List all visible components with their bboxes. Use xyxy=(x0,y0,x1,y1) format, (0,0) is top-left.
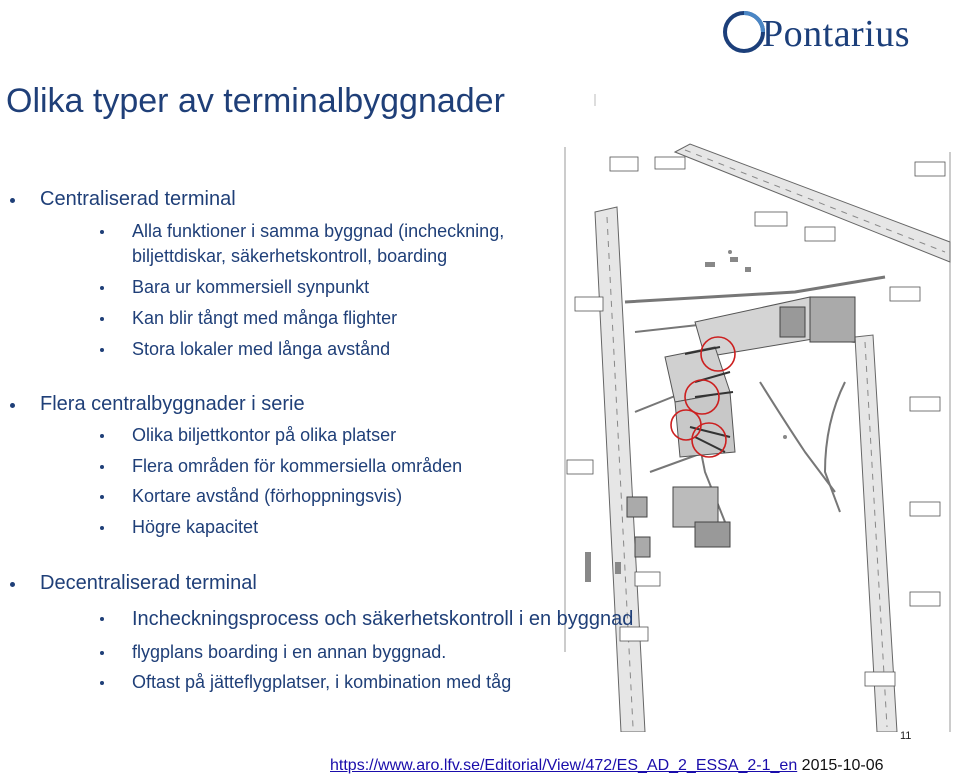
bullet-icon xyxy=(10,198,15,203)
bullet-icon xyxy=(100,434,104,438)
bullet-icon xyxy=(10,582,15,587)
airport-map xyxy=(555,92,960,732)
source-citation xyxy=(330,757,884,775)
bullet-icon xyxy=(10,403,15,408)
bullet-icon xyxy=(100,617,104,621)
pontarius-logo xyxy=(722,6,954,58)
source-date: 2015-10-06 xyxy=(801,757,884,774)
bullet-icon xyxy=(100,681,104,685)
bullet-icon xyxy=(100,230,104,234)
logo-mark-icon xyxy=(722,8,766,56)
logo-text: Pontarius xyxy=(762,13,911,55)
bullet-icon xyxy=(100,495,104,499)
bullet-icon xyxy=(100,526,104,530)
bullet-icon xyxy=(100,465,104,469)
slide-title: Olika typer av terminalbyggnader xyxy=(6,82,505,120)
source-link[interactable]: https://www.aro.lfv.se/Editorial/View/472/ES_AD_2_ESSA_2-1_en xyxy=(330,757,798,774)
page-number: 11 xyxy=(900,730,912,742)
bullet-icon xyxy=(100,286,104,290)
bullet-icon xyxy=(100,348,104,352)
bullet-icon xyxy=(100,317,104,321)
bullet-icon xyxy=(100,651,104,655)
